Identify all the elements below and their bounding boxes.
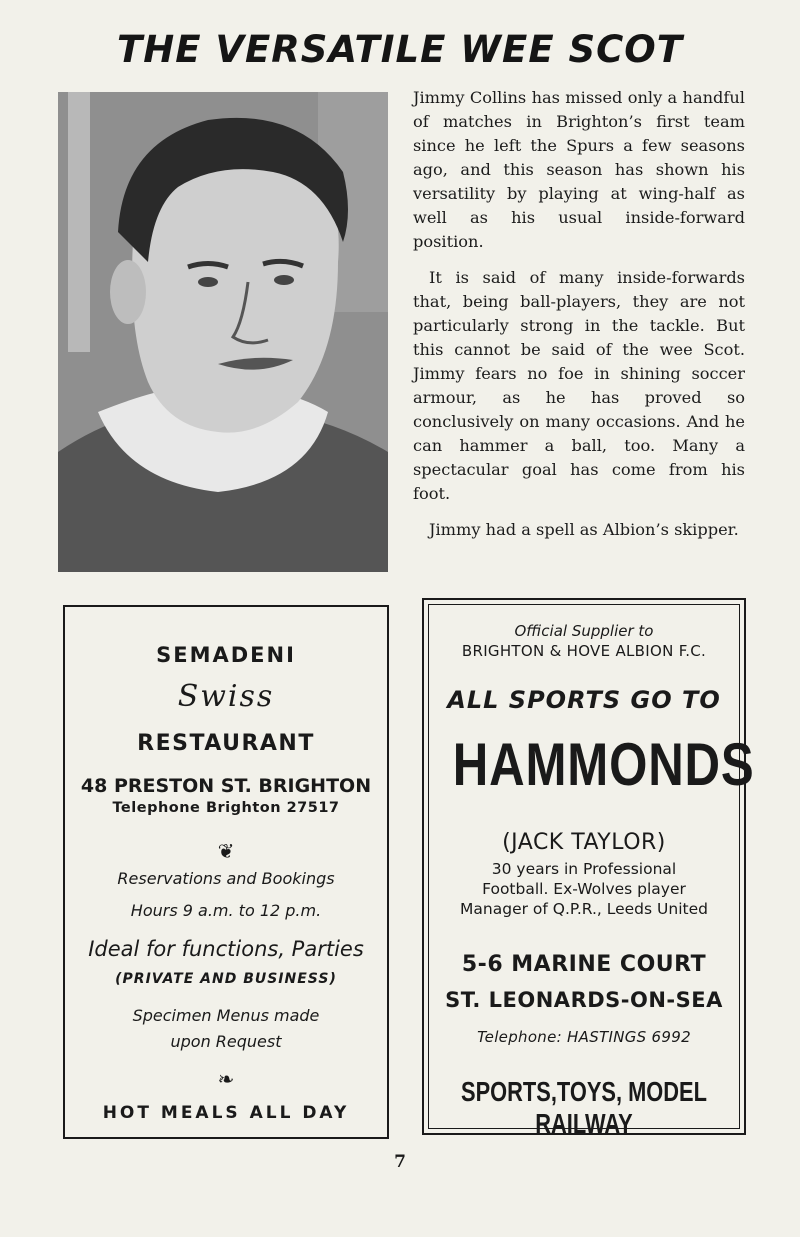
hammonds-sports-ad xyxy=(422,598,755,1139)
ad-hot-meals: HOT MEALS ALL DAY xyxy=(102,1103,350,1123)
ad-all-sports-headline: ALL SPORTS GO TO xyxy=(447,686,721,714)
ad-products: SPORTS,TOYS, MODEL RAILWAY xyxy=(461,1076,707,1139)
ad-telephone: Telephone: HASTINGS 6992 xyxy=(477,1028,691,1046)
ad-club-name: BRIGHTON & HOVE ALBION F.C. xyxy=(461,642,707,660)
page-title: THE VERSATILE WEE SCOT xyxy=(117,28,683,71)
ad-phone: Telephone Brighton 27517 xyxy=(112,800,340,816)
ornament-icon: ❧ xyxy=(217,1067,235,1091)
player-photo xyxy=(58,92,388,572)
ad-shop-name: HAMMONDS xyxy=(452,731,755,798)
ad-specimen-menus: Specimen Menus made xyxy=(132,1006,320,1025)
article-paragraph-2: It is said of many inside-forwards that, being ball-players, they are not particularly strong in the tackle. But this cannot be said of the wee Scot. Jimmy fears no foe in shining soccer armour, as he has proved so conclusively on many occasions. And he can hammer a ball, too. Many a spectacular goal has come from his foot. xyxy=(413,268,745,503)
ad-hours: Hours 9 a.m. to 12 p.m. xyxy=(130,901,322,920)
article-text xyxy=(413,86,745,554)
ad-reservations: Reservations and Bookings xyxy=(117,869,335,888)
ad-private-business: (PRIVATE AND BUSINESS) xyxy=(115,971,337,987)
ad-upon-request: upon Request xyxy=(170,1032,282,1051)
ad-official-supplier: Official Supplier to xyxy=(514,622,654,640)
ad-address-line-2: ST. LEONARDS-ON-SEA xyxy=(445,988,723,1012)
ad-owner-name: (JACK TAYLOR) xyxy=(502,830,666,855)
page-number: 7 xyxy=(394,1152,406,1172)
ad-address-line-1: 5-6 MARINE COURT xyxy=(461,952,707,977)
ad-restaurant-name: SEMADENI xyxy=(156,643,296,667)
ad-address: 48 PRESTON ST. BRIGHTON xyxy=(80,775,372,797)
player-portrait-illustration xyxy=(58,92,388,572)
ad-restaurant-label: RESTAURANT xyxy=(137,731,315,756)
article-paragraph-3: Jimmy had a spell as Albion’s skipper. xyxy=(429,520,739,539)
ad-bio-line-1: 30 years in Professional xyxy=(491,860,677,878)
semadeni-restaurant-ad xyxy=(63,605,389,1139)
ornament-icon: ❦ xyxy=(217,839,235,863)
article-paragraph-1: Jimmy Collins has missed only a handful of matches in Brighton’s first team since he left the Spurs a few seasons ago, and this season has shown his versatility by playing at wing-half as well as his usual inside-forward position. xyxy=(413,88,745,251)
ad-bio-line-3: Manager of Q.P.R., Leeds United xyxy=(460,900,708,918)
ad-ideal-functions: Ideal for functions, Parties xyxy=(88,937,364,961)
ad-swiss-script: Swiss xyxy=(177,679,275,714)
ad-bio-line-2: Football. Ex-Wolves player xyxy=(482,880,686,898)
